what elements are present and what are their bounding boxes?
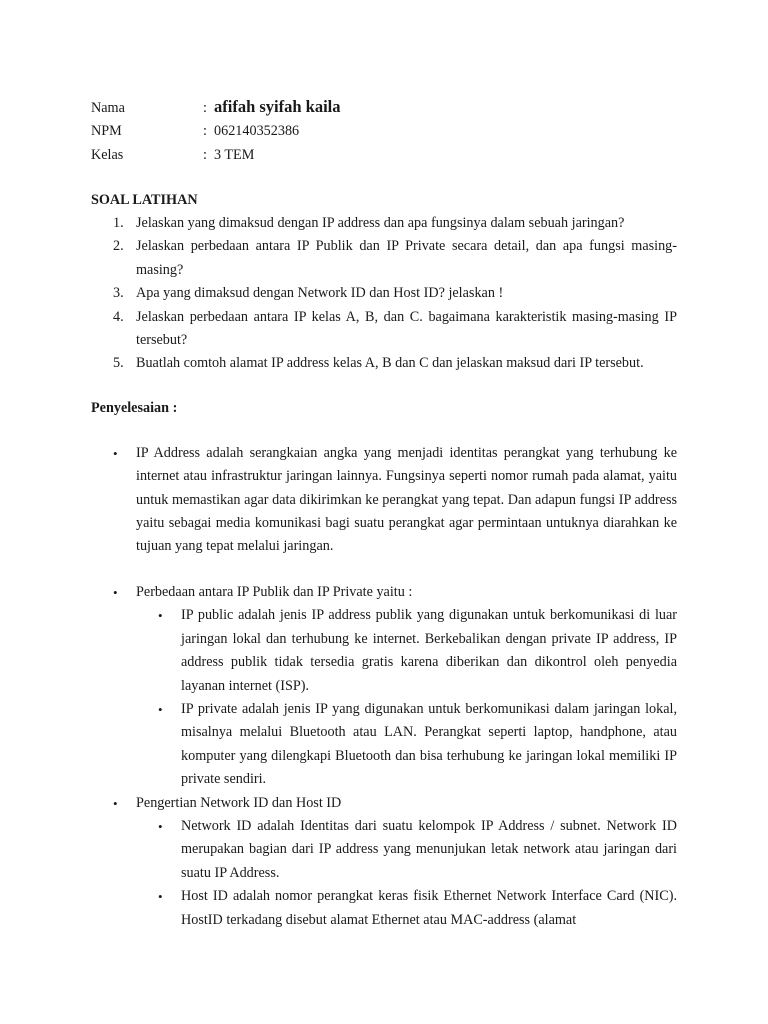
- bullet-icon: •: [158, 818, 163, 834]
- question-number: 5.: [113, 355, 124, 372]
- soal-heading: SOAL LATIHAN: [91, 192, 198, 208]
- sub-answer-text: IP private adalah jenis IP yang digunakan untuk berkomunikasi dalam jaringan lokal, misalnya melalui Bluetooth atau LAN. Perangkat seperti laptop, handphone, atau komputer yang dilengkapi Bluetooth dan bisa terhubung ke jaringan lokal memiliki IP private sendiri.: [181, 700, 677, 788]
- question-item: [91, 235, 677, 282]
- answer-item: [91, 442, 677, 559]
- answer-text: Perbedaan antara IP Publik dan IP Private yaitu :: [136, 583, 413, 600]
- info-row-npm: [91, 119, 677, 143]
- penyelesaian-heading: Penyelesaian :: [91, 399, 178, 416]
- sub-answer-text: Host ID adalah nomor perangkat keras fisik Ethernet Network Interface Card (NIC). HostID terkadang disebut alamat Ethernet atau MAC-address (alamat: [181, 888, 677, 928]
- sub-answer-text: IP public adalah jenis IP address publik yang digunakan untuk berkomunikasi di luar jaringan lokal dan terhubung ke internet. Berkebalikan dengan private IP address, IP address publik tidak tersedia gratis karena diberikan dan dikontrol oleh penyedia layanan internet (ISP).: [181, 607, 677, 694]
- sub-answer-list: [136, 815, 677, 932]
- bullet-icon: •: [158, 889, 163, 905]
- kelas-value: 3 TEM: [214, 147, 255, 163]
- answer-body: [136, 581, 677, 792]
- question-text: Jelaskan yang dimaksud dengan IP address dan apa fungsinya dalam sebuah jaringan?: [136, 215, 625, 231]
- question-list: [91, 212, 677, 376]
- question-text: Jelaskan perbedaan antara IP Publik dan IP Private secara detail, dan apa fungsi masing-masing?: [136, 238, 677, 278]
- answer-body: [136, 792, 677, 932]
- nama-label: Nama: [91, 100, 125, 116]
- answer-item: [91, 792, 677, 932]
- question-item: [91, 282, 677, 305]
- question-item: [91, 212, 677, 235]
- answer-text: Pengertian Network ID dan Host ID: [136, 794, 342, 811]
- sub-answer-list: [136, 604, 677, 791]
- question-text: Apa yang dimaksud dengan Network ID dan Host ID? jelaskan !: [136, 285, 504, 302]
- nama-colon: :: [203, 100, 207, 116]
- question-item: [91, 352, 677, 375]
- bullet-icon: •: [158, 608, 163, 624]
- answer-list: [91, 442, 677, 932]
- question-item: [91, 306, 677, 353]
- question-number: 2.: [113, 238, 124, 255]
- question-number: 1.: [113, 215, 124, 231]
- npm-value: 062140352386: [214, 123, 300, 139]
- bullet-icon: •: [113, 445, 118, 461]
- kelas-colon: :: [203, 147, 207, 163]
- bullet-icon: •: [113, 584, 118, 600]
- bullet-icon: •: [158, 701, 163, 717]
- sub-answer-text: Network ID adalah Identitas dari suatu kelompok IP Address / subnet. Network ID merupakan bagian dari IP address yang menunjukan letak network atau jaringan dari suatu IP Address.: [181, 817, 677, 881]
- sub-answer-item: [136, 698, 677, 792]
- npm-label: NPM: [91, 123, 122, 139]
- question-text: Jelaskan perbedaan antara IP kelas A, B, dan C. bagaimana karakteristik masing-masing IP tersebut?: [136, 308, 677, 349]
- question-number: 4.: [113, 308, 124, 325]
- answer-body: [136, 442, 677, 559]
- answer-item: [91, 581, 677, 792]
- kelas-label: Kelas: [91, 147, 124, 163]
- sub-answer-item: [136, 604, 677, 698]
- nama-value: afifah syifah kaila: [214, 97, 341, 116]
- sub-answer-item: [136, 815, 677, 885]
- answer-text: IP Address adalah serangkaian angka yang menjadi identitas perangkat yang terhubung ke internet atau infrastruktur jaringan lainnya. Fungsinya seperti nomor rumah pada alamat, yaitu untuk memastikan agar data dikirimkan ke perangkat yang tepat. Dan adapun fungsi IP address yaitu sebagai media komunikasi bagi suatu perangkat agar permintaan untuknya diarahkan ke tujuan yang tepat melalui jaringan.: [136, 444, 677, 555]
- info-row-nama: [91, 95, 677, 119]
- sub-answer-item: [136, 885, 677, 932]
- npm-colon: :: [203, 123, 207, 139]
- student-info: [91, 95, 677, 167]
- question-text: Buatlah comtoh alamat IP address kelas A, B dan C dan jelaskan maksud dari IP tersebut.: [136, 355, 644, 372]
- bullet-icon: •: [113, 795, 118, 811]
- info-row-kelas: [91, 143, 677, 167]
- question-number: 3.: [113, 285, 124, 302]
